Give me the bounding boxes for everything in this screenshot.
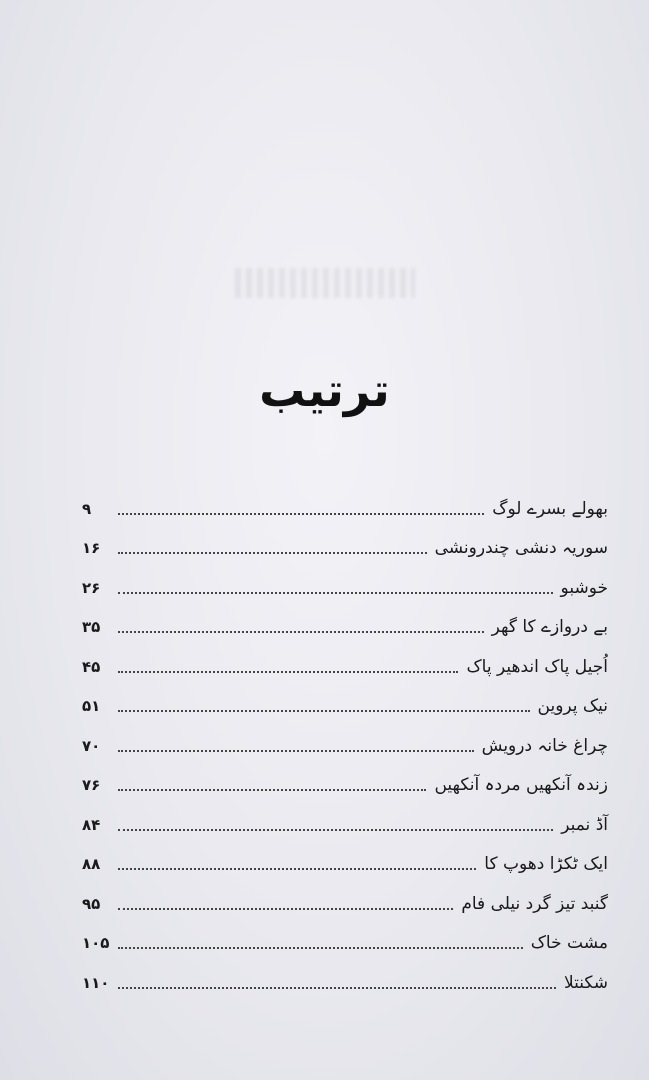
toc-entry-page: ۲۶ xyxy=(82,578,101,597)
dot-leader xyxy=(118,709,530,712)
toc-entry-page: ۵۱ xyxy=(82,697,101,715)
toc-entry-title: سوریہ دنشی چندرونشی xyxy=(434,538,608,558)
toc-entry-page: ۷۶ xyxy=(82,776,101,794)
toc-entry-title: خوشبو xyxy=(560,577,608,598)
toc-entry xyxy=(82,559,608,599)
dot-leader xyxy=(118,512,484,515)
toc-entry xyxy=(82,599,608,639)
toc-entry-title: بے دروازے کا گھر xyxy=(491,617,608,637)
dot-leader xyxy=(118,630,484,633)
dot-leader xyxy=(118,828,553,831)
show-through-text xyxy=(235,268,415,298)
toc-entry-title: بھولے بسرے لوگ xyxy=(492,498,608,519)
dot-leader xyxy=(118,946,523,949)
dot-leader xyxy=(118,551,427,554)
toc-entry-page: ۸۴ xyxy=(82,815,101,834)
toc-entry xyxy=(82,678,608,718)
toc-entry-title: مشت خاک xyxy=(530,933,608,953)
dot-leader xyxy=(118,986,556,989)
table-of-contents xyxy=(82,480,608,994)
toc-entry xyxy=(82,520,608,560)
toc-entry-title: ایک ٹکڑا دھوپ کا xyxy=(484,854,608,874)
toc-entry xyxy=(82,836,608,876)
toc-entry-title: اُجیل پاک اندھیر پاک xyxy=(466,656,608,677)
toc-entry xyxy=(82,717,608,757)
toc-entry xyxy=(82,954,608,994)
toc-entry-title: چراغ خانہ درویش xyxy=(481,735,608,756)
dot-leader xyxy=(118,749,474,752)
page-title: ترتیب xyxy=(259,363,390,417)
toc-entry xyxy=(82,796,608,836)
toc-entry-page: ۸۸ xyxy=(82,855,101,873)
dot-leader xyxy=(118,867,476,870)
toc-entry-page: ۱۶ xyxy=(82,539,101,557)
toc-entry xyxy=(82,480,608,520)
toc-entry-title: آڈ نمبر xyxy=(561,814,608,835)
toc-entry-title: شکنتلا xyxy=(563,972,608,993)
dot-leader xyxy=(118,788,426,791)
toc-entry-page: ۹۵ xyxy=(82,894,101,913)
toc-entry-page: ۹ xyxy=(82,499,92,518)
toc-entry-page: ۷۰ xyxy=(82,736,101,755)
toc-entry-page: ۱۰۵ xyxy=(82,934,110,952)
toc-entry-title: نیک پروین xyxy=(537,696,608,716)
toc-entry xyxy=(82,875,608,915)
toc-entry-page: ۴۵ xyxy=(82,657,101,676)
toc-entry-title: گنبد تیز گرد نیلی فام xyxy=(461,893,608,914)
toc-entry-page: ۳۵ xyxy=(82,618,101,636)
toc-entry xyxy=(82,757,608,797)
dot-leader xyxy=(118,670,458,673)
dot-leader xyxy=(118,591,553,594)
toc-entry-title: زندہ آنکھیں مردہ آنکھیں xyxy=(434,775,608,795)
toc-entry xyxy=(82,638,608,678)
toc-entry-page: ۱۱۰ xyxy=(82,973,110,992)
toc-entry xyxy=(82,915,608,955)
dot-leader xyxy=(118,907,453,910)
